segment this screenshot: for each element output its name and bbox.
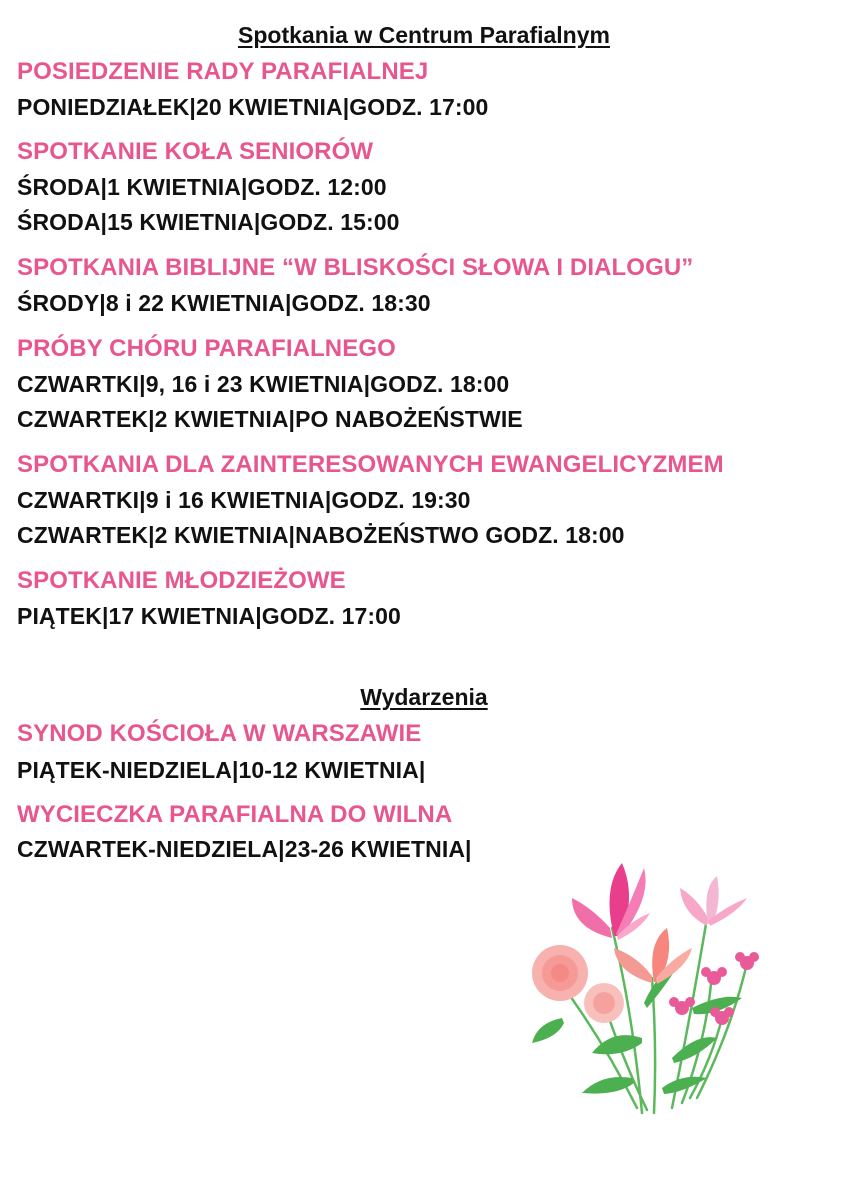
event-line: CZWARTEK-NIEDZIELA|23-26 KWIETNIA| — [17, 836, 472, 862]
events-title: Wydarzenia — [360, 684, 488, 710]
meeting-line: CZWARTKI|9 i 16 KWIETNIA|GODZ. 19:30 — [17, 487, 471, 513]
meeting-line: ŚRODA|15 KWIETNIA|GODZ. 15:00 — [17, 209, 400, 235]
meeting-heading: SPOTKANIE KOŁA SENIORÓW — [17, 138, 374, 165]
meeting-line: CZWARTKI|9, 16 i 23 KWIETNIA|GODZ. 18:00 — [17, 371, 510, 397]
meetings-title: Spotkania w Centrum Parafialnym — [238, 22, 610, 48]
meeting-heading: POSIEDZENIE RADY PARAFIALNEJ — [17, 58, 429, 85]
meeting-heading: PRÓBY CHÓRU PARAFIALNEGO — [17, 335, 396, 362]
meeting-line: PIĄTEK|17 KWIETNIA|GODZ. 17:00 — [17, 603, 401, 629]
event-heading: SYNOD KOŚCIOŁA W WARSZAWIE — [17, 720, 422, 747]
meeting-line: ŚRODA|1 KWIETNIA|GODZ. 12:00 — [17, 174, 387, 200]
meeting-line: PONIEDZIAŁEK|20 KWIETNIA|GODZ. 17:00 — [17, 94, 489, 120]
meeting-heading: SPOTKANIE MŁODZIEŻOWE — [17, 567, 346, 594]
meeting-heading: SPOTKANIA DLA ZAINTERESOWANYCH EWANGELICYZMEM — [17, 451, 724, 478]
meeting-heading: SPOTKANIA BIBLIJNE “W BLISKOŚCI SŁOWA I DIALOGU” — [17, 254, 694, 281]
meeting-line: CZWARTEK|2 KWIETNIA|PO NABOŻEŃSTWIE — [17, 406, 523, 432]
meeting-line: CZWARTEK|2 KWIETNIA|NABOŻEŃSTWO GODZ. 18:00 — [17, 522, 625, 548]
event-heading: WYCIECZKA PARAFIALNA DO WILNA — [17, 801, 453, 828]
flower-bouquet-icon — [522, 858, 772, 1120]
event-line: PIĄTEK-NIEDZIELA|10-12 KWIETNIA| — [17, 757, 426, 783]
meeting-line: ŚRODY|8 i 22 KWIETNIA|GODZ. 18:30 — [17, 290, 431, 316]
